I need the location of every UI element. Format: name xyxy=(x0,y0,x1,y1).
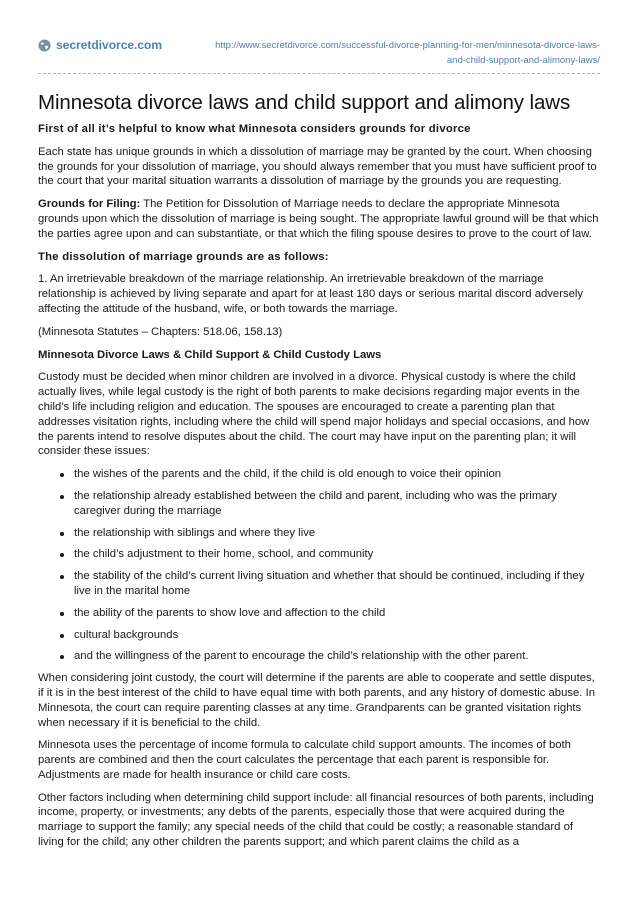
custody-issues-list xyxy=(38,467,600,664)
statutes-citation: (Minnesota Statutes – Chapters: 518.06, 158.13) xyxy=(38,325,283,338)
subheading-child-custody: Minnesota Divorce Laws & Child Support & Child Custody Laws xyxy=(38,348,382,361)
article-body xyxy=(38,122,600,850)
paragraph-custody: Custody must be decided when minor children are involved in a divorce. Physical custody is where the child actually lives, while legal custody is the right of both parents to make decisions regarding major events in the child’s life including religion and education. The spouses are encouraged to create a parenting plan that addresses visitation rights, including where the child will spend major holidays and special occasions, and how the parents intend to resolve disputes about the child. The court may have input on the parenting plan; it will consider these issues: xyxy=(38,371,590,458)
list-item: the ability of the parents to show love and affection to the child xyxy=(74,606,600,621)
header-divider xyxy=(38,73,600,74)
list-item: and the willingness of the parent to encourage the child’s relationship with the other parent. xyxy=(74,649,600,664)
paragraph-irretrievable-breakdown: 1. An irretrievable breakdown of the marriage relationship. An irretrievable breakdown of the marriage relationship is achieved by living separate and apart for at least 180 days or serious marital discord adversely affecting the attitude of the husband, wife, or both towards the marriage. xyxy=(38,273,584,315)
list-item: the child’s adjustment to their home, school, and community xyxy=(74,547,600,562)
site-brand[interactable] xyxy=(38,38,162,52)
list-item: the wishes of the parents and the child, if the child is old enough to voice their opinion xyxy=(74,467,600,482)
list-item: cultural backgrounds xyxy=(74,628,600,643)
subheading-dissolution-grounds: The dissolution of marriage grounds are as follows: xyxy=(38,250,329,263)
list-item: the relationship already established between the child and parent, including who was the primary caregiver during the marriage xyxy=(74,489,600,519)
source-url[interactable] xyxy=(170,38,600,68)
paragraph-other-factors: Other factors including when determining child support include: all financial resources of both parents, including income, property, or investments; any debts of the parents, especially those that were acquired during the marriage to support the family; any special needs of the child that could be costly; a reasonable standard of living for the child; any other children the parents support; and which parent claims the child as a xyxy=(38,791,594,849)
grounds-label: Grounds for Filing: xyxy=(38,198,141,211)
grounds-text: The Petition for Dissolution of Marriage needs to declare the appropriate Minnesota grounds upon which the dissolution of marriage is being sought. The appropriate lawful ground will be that which the parties agree upon and can substantiate, or that which the filing spouse desires to prove to the court of law. xyxy=(38,198,599,240)
globe-icon xyxy=(38,39,51,52)
paragraph-joint-custody: When considering joint custody, the court will determine if the parents are able to cooperate and settle disputes, if it is in the best interest of the child to have equal time with both parents, and any history of domestic abuse. In Minnesota, the court can require parenting classes at any time. Grandparents can be granted visitation rights when necessary if it is beneficial to the child. xyxy=(38,672,595,729)
list-item: the relationship with siblings and where they live xyxy=(74,526,600,541)
article-title: Minnesota divorce laws and child support and alimony laws xyxy=(38,91,571,114)
subheading-grounds-intro: First of all it’s helpful to know what Minnesota considers grounds for divorce xyxy=(38,123,471,135)
url-line-1[interactable]: http://www.secretdivorce.com/successful-divorce-planning-for-men/minnesota-divorce-laws- xyxy=(215,40,600,51)
paragraph-grounds-for-filing xyxy=(38,197,600,241)
page-header xyxy=(38,0,600,74)
url-line-2[interactable]: and-child-support-and-alimony-laws/ xyxy=(446,55,600,66)
site-name: secretdivorce.com xyxy=(56,38,163,52)
paragraph-unique-grounds: Each state has unique grounds in which a dissolution of marriage may be granted by the court. When choosing the grounds for your dissolution of marriage, you should always remember that you must have sufficient proof to the court that your marital situation warrants a dissolution of marriage by the grounds you are requesting. xyxy=(38,145,597,188)
paragraph-child-support-formula: Minnesota uses the percentage of income formula to calculate child support amounts. The incomes of both parents are combined and then the court calculates the percentage that each parent is responsible for. Adjustments are made for health insurance or child care costs. xyxy=(38,739,571,781)
list-item: the stability of the child’s current living situation and whether that should be continued, including if they live in the marital home xyxy=(74,569,600,599)
